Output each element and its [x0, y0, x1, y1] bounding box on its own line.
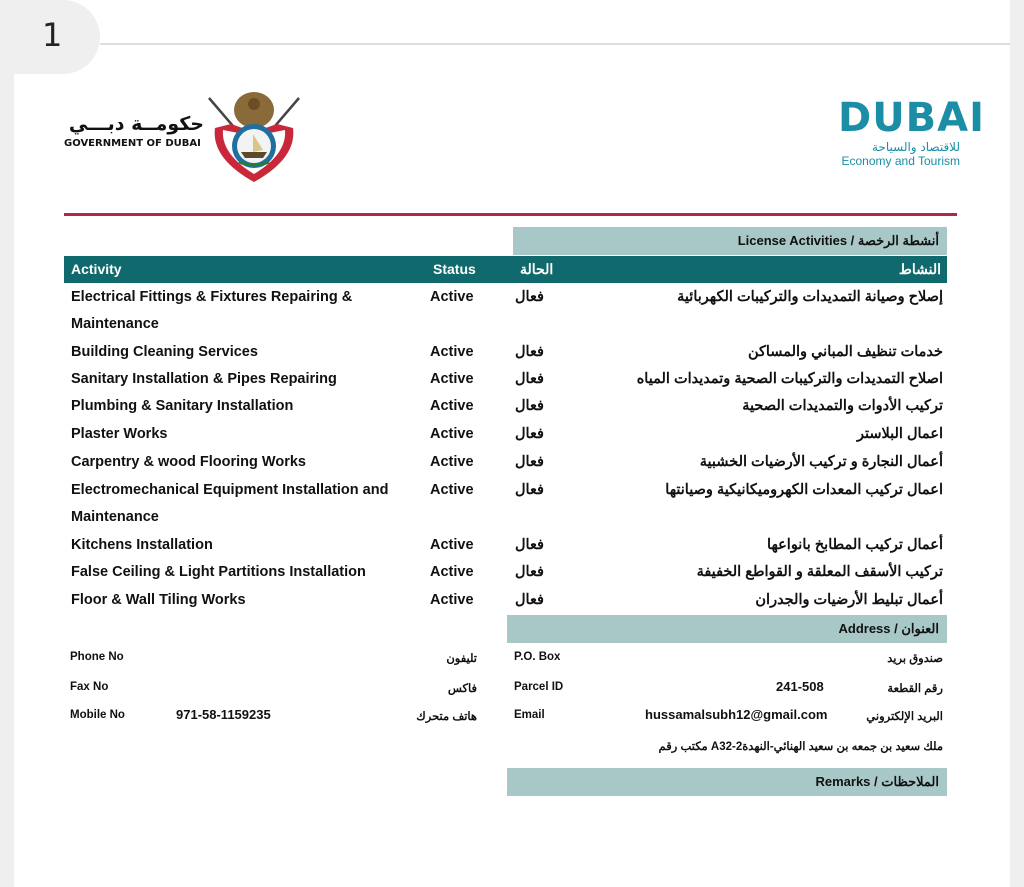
status-ar: فعال — [515, 371, 544, 387]
activity-ar: أعمال النجارة و تركيب الأرضيات الخشبية — [699, 454, 943, 470]
table-row — [64, 477, 947, 532]
activity-ar: اصلاح التمديدات والتركيبات الصحية وتمديدات المياه — [636, 371, 943, 387]
status-ar: فعال — [515, 289, 544, 305]
status-ar: فعال — [515, 398, 544, 414]
status: Active — [430, 537, 474, 553]
dubai-economy-tourism-logo — [838, 95, 986, 168]
status-ar: فعال — [515, 564, 544, 580]
status: Active — [430, 454, 474, 470]
mobile-label-ar: هاتف متحرك — [416, 711, 477, 723]
activity-ar: خدمات تنظيف المباني والمساكن — [747, 344, 943, 360]
full-address: ملك سعيد بن جمعه بن سعيد الهنائي-النهدة2-A32 مكتب رقم — [658, 741, 943, 753]
status: Active — [430, 289, 474, 305]
pobox-label: P.O. Box — [514, 651, 561, 663]
parcel-label-ar: رقم القطعة — [887, 683, 943, 695]
status: Active — [430, 564, 474, 580]
parcel-label: Parcel ID — [514, 681, 564, 693]
activity-en: Kitchens Installation — [71, 537, 213, 553]
email-label: Email — [514, 709, 545, 721]
license-activities-heading: License Activities / أنشطة الرخصة — [513, 227, 947, 255]
column-status-arabic: الحالة — [520, 261, 554, 277]
dubai-logo-english: Economy and Tourism — [841, 154, 960, 168]
activity-en: Electrical Fittings & Fixtures Repairing & Maintenance — [71, 289, 353, 332]
table-row — [64, 421, 947, 448]
fax-label-ar: فاكس — [447, 683, 477, 695]
table-row — [64, 366, 947, 393]
activity-ar: اعمال تركيب المعدات الكهروميكانيكية وصيانتها — [665, 482, 943, 498]
activity-en: Sanitary Installation & Pipes Repairing — [71, 371, 337, 387]
table-row — [64, 449, 947, 476]
mobile-value: 971-58-1159235 — [176, 707, 271, 722]
status-ar: فعال — [515, 592, 544, 608]
dubai-wordmark: DUBAI — [838, 95, 986, 141]
activity-en: Carpentry & wood Flooring Works — [71, 454, 306, 470]
table-row — [64, 587, 947, 614]
status: Active — [430, 398, 474, 414]
parcel-value: 241-508 — [776, 679, 824, 694]
activity-ar: تركيب الأدوات والتمديدات الصحية — [742, 398, 943, 414]
activity-ar: اعمال البلاستر — [856, 426, 943, 442]
pobox-label-ar: صندوق بريد — [887, 653, 943, 665]
government-arabic: حكومــة دبـــي — [68, 113, 204, 135]
table-row — [64, 532, 947, 559]
email-label-ar: البريد الإلكتروني — [866, 711, 943, 723]
activity-en: Plumbing & Sanitary Installation — [71, 398, 294, 414]
dubai-logo-arabic: للاقتصاد والسياحة — [871, 140, 960, 154]
status-ar: فعال — [515, 426, 544, 442]
activity-en: Floor & Wall Tiling Works — [71, 592, 246, 608]
header-divider — [64, 213, 957, 216]
government-english: GOVERNMENT OF DUBAI — [64, 138, 201, 149]
status: Active — [430, 344, 474, 360]
fax-label: Fax No — [70, 681, 109, 693]
remarks-heading: Remarks / الملاحظات — [507, 768, 947, 796]
phone-label: Phone No — [70, 651, 124, 663]
phone-label-ar: تليفون — [446, 653, 477, 665]
status-ar: فعال — [515, 482, 544, 498]
status: Active — [430, 426, 474, 442]
activity-en: Plaster Works — [71, 426, 168, 442]
column-activity: Activity — [71, 261, 122, 277]
divider — [100, 43, 1010, 45]
table-row — [64, 339, 947, 366]
activity-ar: إصلاح وصيانة التمديدات والتركيبات الكهربائية — [677, 289, 943, 305]
table-row — [64, 284, 947, 339]
table-row — [64, 393, 947, 420]
column-status: Status — [433, 261, 476, 277]
status: Active — [430, 482, 474, 498]
address-heading: Address / العنوان — [507, 615, 947, 643]
status-ar: فعال — [515, 344, 544, 360]
activity-en: Building Cleaning Services — [71, 344, 258, 360]
column-activity-arabic: النشاط — [898, 261, 941, 277]
table-row — [64, 559, 947, 586]
mobile-label: Mobile No — [70, 709, 125, 721]
status-ar: فعال — [515, 454, 544, 470]
page-number: 1 — [0, 0, 100, 74]
status: Active — [430, 592, 474, 608]
activity-ar: أعمال تركيب المطابخ بانواعها — [767, 537, 943, 553]
status: Active — [430, 371, 474, 387]
activity-ar: أعمال تبليط الأرضيات والجدران — [755, 592, 943, 608]
dubai-emblem-icon — [205, 88, 303, 184]
table-header — [64, 256, 947, 283]
activity-en: False Ceiling & Light Partitions Installation — [71, 564, 366, 580]
email-value: hussamalsubh12@gmail.com — [645, 707, 828, 722]
status-ar: فعال — [515, 537, 544, 553]
activity-en: Electromechanical Equipment Installation and Maintenance — [71, 482, 389, 525]
activity-ar: تركيب الأسقف المعلقة و القواطع الخفيفة — [696, 564, 943, 580]
government-of-dubai-logo — [64, 112, 204, 152]
